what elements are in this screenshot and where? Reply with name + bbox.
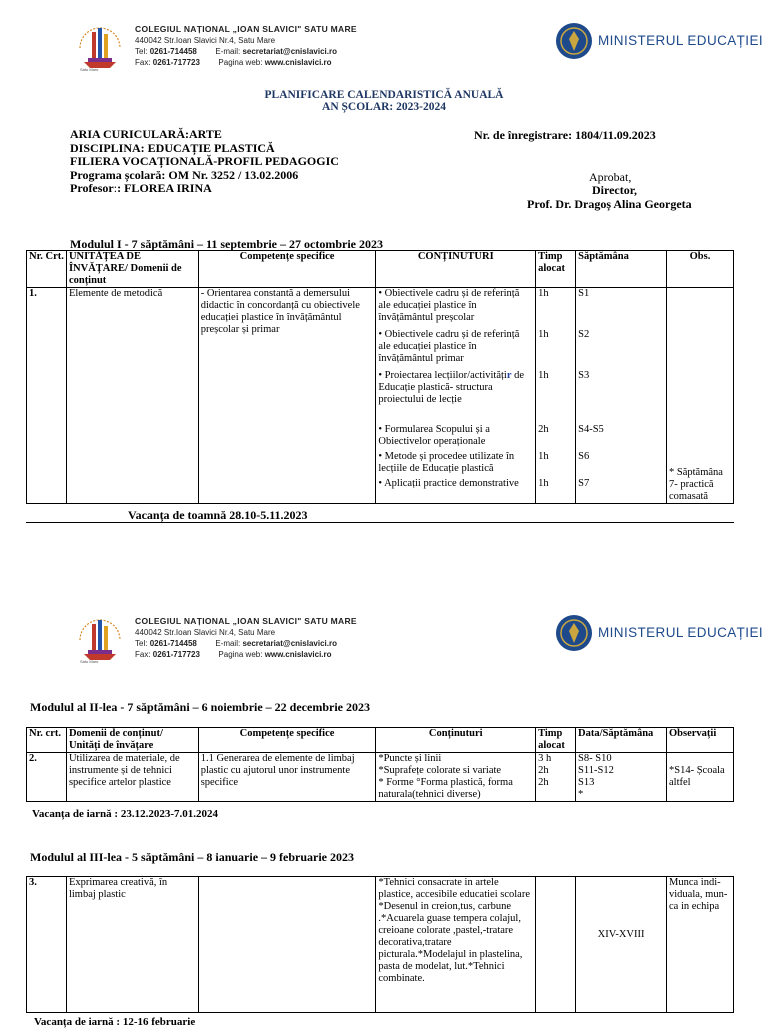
time-value: 1h xyxy=(538,370,549,381)
module-2-vacation: Vacanța de iarnă : 23.12.2023-7.01.2024 xyxy=(32,808,218,820)
row-competence: 1.1 Generarea de elemente de limbaj plastic cu ajutorul unor instrumente specifice xyxy=(198,753,376,802)
col-header-time: Timp alocat xyxy=(536,251,576,288)
row-competence: - Orientarea constantă a demersului didactic în concordanță cu obiectivele educației plastice în învățământul preșcolar și primar xyxy=(198,288,376,504)
tel-value: 0261-714458 xyxy=(149,639,197,648)
row-contents: *Tehnici consacrate in artele plastice, accesibile educatiei scolare *Desenul in creion,tus, carbune .*Acuarela guase tempera colajul, creioane colorate ,pastel,-tratare decorativa,tratare picturala.*Modelajul in plastelina, pasta de modelat, lut.*Tehnici combinate. xyxy=(376,877,536,1013)
col-header-competence: Competențe specifice xyxy=(198,728,376,753)
week-value: * xyxy=(578,789,584,800)
fax-label: Fax: xyxy=(135,58,151,67)
web-label: Pagina web: xyxy=(218,58,263,67)
row-nr: 3. xyxy=(27,877,67,1013)
col-header-nr: Nr. Crt. xyxy=(27,251,67,288)
ministry-crest-icon xyxy=(555,22,593,65)
row-weeks xyxy=(576,753,667,802)
content-item: • Proiectarea lecțiilor/activitățir de Educație plastică- structura proiectului de lecție xyxy=(378,370,525,405)
tel-label: Tel: xyxy=(135,47,148,56)
week-value: S3 xyxy=(578,370,590,381)
web-value[interactable]: www.cnislavici.ro xyxy=(264,58,332,67)
module-1-title: Modulul I - 7 săptămâni – 11 septembrie – 27 octombrie 2023 xyxy=(70,237,383,251)
col-header-week: Data/Săptămâna xyxy=(576,728,667,753)
row-unit: Elemente de metodică xyxy=(66,288,198,504)
time-value: 1h xyxy=(538,451,549,462)
row-obs xyxy=(667,753,734,802)
module-1-table xyxy=(26,250,734,504)
col-header-nr: Nr. crt. xyxy=(27,728,67,753)
content-item: • Obiectivele cadru și de referință ale educației plastice în învățământul primar xyxy=(378,329,520,364)
time-value: 3 h xyxy=(538,753,552,764)
row-obs: Munca indi- viduala, mun- ca in echipa xyxy=(667,877,734,1013)
school-logo-icon xyxy=(70,610,130,670)
school-info xyxy=(135,616,357,660)
aprobat-label: Aprobat, xyxy=(589,170,632,184)
school-address: 440042 Str.Ioan Slavici Nr.4, Satu Mare xyxy=(135,36,276,45)
week-value: S8- S10 xyxy=(578,753,612,764)
content-item: *Puncte și linii xyxy=(378,753,442,764)
letterhead-second xyxy=(0,602,768,682)
content-item: • Obiectivele cadru și de referință ale educației plastice în învățământul preșcolar xyxy=(378,288,520,323)
row-contents xyxy=(376,288,536,504)
content-item: • Formularea Scopului și a Obiectivelor operaționale xyxy=(378,424,490,447)
row-times xyxy=(536,288,576,504)
module-3-title: Modulul al III-lea - 5 săptămâni – 8 ianuarie – 9 februarie 2023 xyxy=(30,850,355,864)
module-1-vacation: Vacanța de toamnă 28.10-5.11.2023 xyxy=(128,508,308,522)
module-2-title: Modulul al II-lea - 7 săptămâni – 6 noiembrie – 22 decembrie 2023 xyxy=(30,700,370,714)
row-unit: Utilizarea de materiale, de instrumente și de tehnici specifice artelor plastice xyxy=(66,753,198,802)
time-value: 2h xyxy=(538,765,549,776)
week-value: S6 xyxy=(578,451,590,462)
web-label: Pagina web: xyxy=(218,650,263,659)
module-2-table xyxy=(26,727,734,802)
week-value: S7 xyxy=(578,478,590,489)
filiera: FILIERA VOCAȚIONALĂ-PROFIL PEDAGOGIC xyxy=(70,154,339,168)
email-label: E-mail: xyxy=(215,47,241,56)
school-info xyxy=(135,24,357,68)
col-header-contents: CONȚINUTURI xyxy=(376,251,536,288)
obs-value: *S14- Școala altfel xyxy=(669,765,725,788)
time-value: 1h xyxy=(538,288,549,299)
row-weeks: XIV-XVIII xyxy=(576,877,667,1013)
school-name: COLEGIUL NAȚIONAL „IOAN SLAVICI" SATU MARE xyxy=(135,24,357,34)
col-header-contents: Conținuturi xyxy=(376,728,536,753)
col-header-week: Săptămâna xyxy=(576,251,667,288)
week-value: S1 xyxy=(578,288,590,299)
week-value: S2 xyxy=(578,329,590,340)
row-nr: 2. xyxy=(27,753,67,802)
fax-value: 0261-717723 xyxy=(152,58,200,67)
content-item: *Suprafețe colorate si variate xyxy=(378,765,502,776)
document-title xyxy=(0,89,768,113)
disciplina: DISCIPLINA: EDUCAȚIE PLASTICĂ xyxy=(70,140,275,155)
registration-number: Nr. de înregistrare: 1804/11.09.2023 xyxy=(474,128,656,142)
row-weeks xyxy=(576,288,667,504)
col-header-time: Timp alocat xyxy=(536,728,576,753)
table-row xyxy=(27,288,734,504)
logo-caption: Satu Mare xyxy=(80,67,99,72)
row-obs: * Săptămâna 7- practică comasată xyxy=(667,288,734,504)
aria-curriculara: ARIA CURICULARĂ:ARTE xyxy=(70,127,222,141)
fax-label: Fax: xyxy=(135,650,151,659)
time-value: 1h xyxy=(538,329,549,340)
director-name: Prof. Dr. Dragoș Alina Georgeta xyxy=(527,197,692,211)
row-contents xyxy=(376,753,536,802)
title-line-1: PLANIFICARE CALENDARISTICĂ ANUALĂ xyxy=(264,89,504,101)
col-header-obs: Obs. xyxy=(667,251,734,288)
logo-caption: Satu Mare xyxy=(80,659,99,664)
web-value[interactable]: www.cnislavici.ro xyxy=(264,650,332,659)
col-header-unit: UNITĂȚEA DE ÎNVĂȚARE/ Domenii de conținut xyxy=(66,251,198,288)
row-times xyxy=(536,753,576,802)
ministry-name: MINISTERUL EDUCAȚIEI xyxy=(598,625,764,640)
ministry-name: MINISTERUL EDUCAȚIEI xyxy=(598,33,764,48)
tel-value: 0261-714458 xyxy=(149,47,197,56)
table-header-row xyxy=(27,728,734,753)
row-unit: Exprimarea creativă, în limbaj plastic xyxy=(66,877,198,1013)
school-address: 440042 Str.Ioan Slavici Nr.4, Satu Mare xyxy=(135,628,276,637)
profesor-name: : FLOREA IRINA xyxy=(117,181,212,195)
letterhead-top xyxy=(0,10,768,90)
col-header-obs: Observații xyxy=(667,728,734,753)
content-item: • Aplicații practice demonstrative xyxy=(378,478,519,489)
col-header-unit: Domenii de conținut/ Unități de învățare xyxy=(66,728,198,753)
fax-value: 0261-717723 xyxy=(152,650,200,659)
content-item: * Forme °Forma plastică, forma naturala(tehnici diverse) xyxy=(378,777,513,800)
profesor-label: Profesor xyxy=(70,181,114,195)
time-value: 2h xyxy=(538,424,549,435)
email-label: E-mail: xyxy=(215,639,241,648)
row-nr: 1. xyxy=(27,288,67,504)
row-time xyxy=(536,877,576,1013)
week-value: S4-S5 xyxy=(578,424,604,435)
title-line-2: AN ȘCOLAR: 2023-2024 xyxy=(322,101,446,113)
email-value[interactable]: secretariat@cnislavici.ro xyxy=(242,639,337,648)
table-row xyxy=(27,753,734,802)
time-value: 2h xyxy=(538,777,549,788)
module-3-vacation: Vacanța de iarnă : 12-16 februarie xyxy=(34,1016,196,1028)
week-value: S11-S12 xyxy=(578,765,614,776)
table-header-row xyxy=(27,251,734,288)
week-value: S13 xyxy=(578,777,595,788)
table-row xyxy=(27,877,734,1013)
time-value: 1h xyxy=(538,478,549,489)
tel-label: Tel: xyxy=(135,639,148,648)
school-name: COLEGIUL NAȚIONAL „IOAN SLAVICI" SATU MARE xyxy=(135,616,357,626)
director-label: Director, xyxy=(592,183,637,197)
ministry-crest-icon xyxy=(555,614,593,657)
row-competence xyxy=(198,877,376,1013)
document-meta: ARIA CURICULARĂ:ARTE DISCIPLINA: EDUCAȚIE PLASTICĂ FILIERA VOCAȚIONALĂ-PROFIL PEDAGOGIC Programa școlară: OM Nr. 3252 / 13.02.2006 Profesor:: FLOREA IRINA xyxy=(70,127,339,195)
module-3-table xyxy=(26,876,734,1013)
email-value[interactable]: secretariat@cnislavici.ro xyxy=(242,47,337,56)
school-logo-icon xyxy=(70,18,130,78)
col-header-competence: Competențe specifice xyxy=(198,251,376,288)
divider xyxy=(26,522,734,523)
programa-scolara: Programa școlară: OM Nr. 3252 / 13.02.2006 xyxy=(70,167,299,182)
content-item: • Metode și procedee utilizate în lecțiile de Educație plastică xyxy=(378,451,515,474)
